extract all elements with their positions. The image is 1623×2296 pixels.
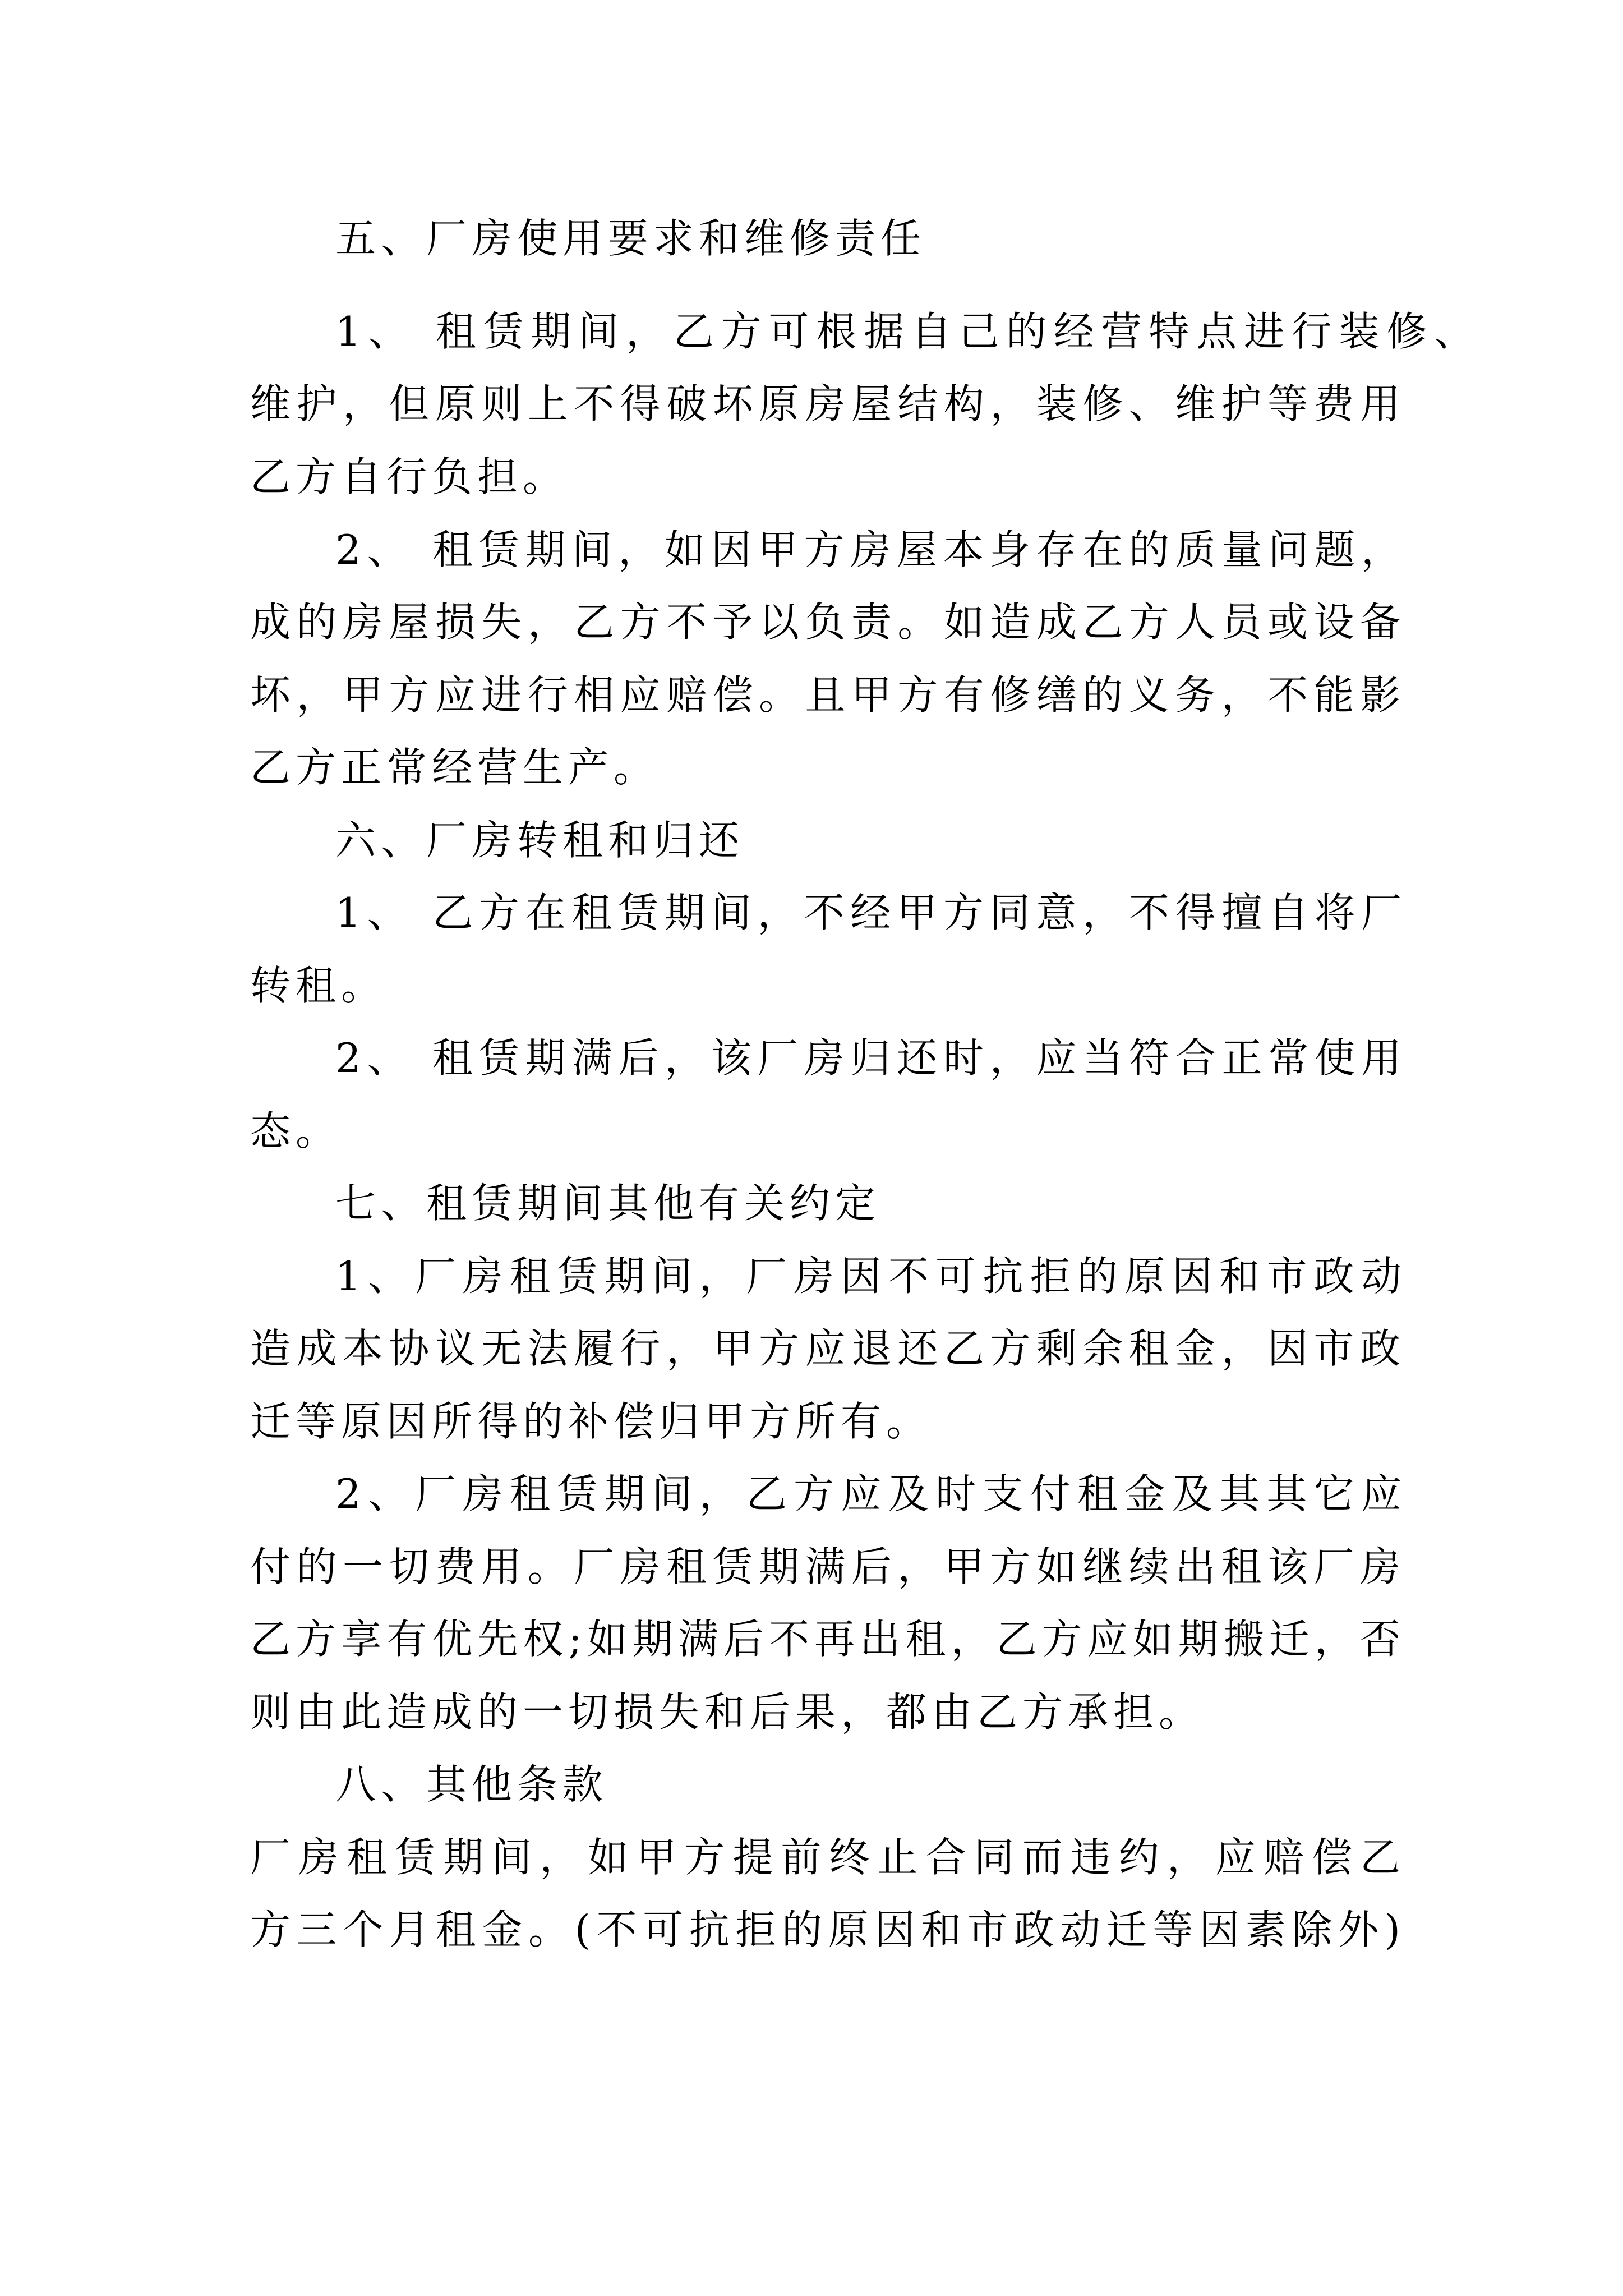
paragraph-line: 态。 — [250, 1107, 342, 1154]
section-heading-5: 五、厂房使用要求和维修责任 — [335, 215, 926, 262]
paragraph-line: 坏，甲方应进行相应赔偿。且甲方有修缮的义务，不能影 — [250, 671, 1405, 719]
section-heading-8: 八、其他条款 — [335, 1761, 608, 1808]
paragraph-line: 1、 乙方在租赁期间，不经甲方同意，不得擅自将厂 — [335, 889, 1407, 936]
paragraph-line: 维护，但原则上不得破坏原房屋结构，装修、维护等费用 — [250, 380, 1405, 427]
section-heading-7: 七、租赁期间其他有关约定 — [335, 1180, 881, 1227]
paragraph-line: 迁等原因所得的补偿归甲方所有。 — [250, 1398, 932, 1445]
paragraph-line: 则由此造成的一切损失和后果，都由乙方承担。 — [250, 1688, 1205, 1736]
paragraph-line: 造成本协议无法履行，甲方应退还乙方剩余租金，因市政 — [250, 1325, 1405, 1372]
paragraph-line: 1、厂房租赁期间，厂房因不可抗拒的原因和市政动 — [335, 1253, 1407, 1300]
paragraph-line: 乙方自行负担。 — [250, 453, 569, 500]
paragraph-line: 2、 租赁期满后，该厂房归还时，应当符合正常使用 — [335, 1034, 1407, 1082]
paragraph-line: 2、 租赁期间，如因甲方房屋本身存在的质量问题， — [335, 526, 1407, 573]
paragraph-line: 付的一切费用。厂房租赁期满后，甲方如继续出租该厂房 — [250, 1543, 1405, 1590]
paragraph-line: 1、 租赁期间，乙方可根据自己的经营特点进行装修、 — [335, 308, 1479, 355]
paragraph-line: 乙方享有优先权;如期满后不再出租，乙方应如期搬迁，否 — [250, 1616, 1405, 1663]
paragraph-line: 方三个月租金。(不可抗拒的原因和市政动迁等因素除外) — [250, 1906, 1405, 1953]
paragraph-line: 转租。 — [250, 962, 387, 1009]
section-heading-6: 六、厂房转租和归还 — [335, 817, 745, 864]
paragraph-line: 成的房屋损失，乙方不予以负责。如造成乙方人员或设备 — [250, 599, 1405, 646]
paragraph-line: 2、厂房租赁期间，乙方应及时支付租金及其其它应 — [335, 1470, 1407, 1517]
paragraph-line: 乙方正常经营生产。 — [250, 744, 660, 791]
paragraph-line: 厂房租赁期间，如甲方提前终止合同而违约，应赔偿乙 — [250, 1834, 1405, 1881]
